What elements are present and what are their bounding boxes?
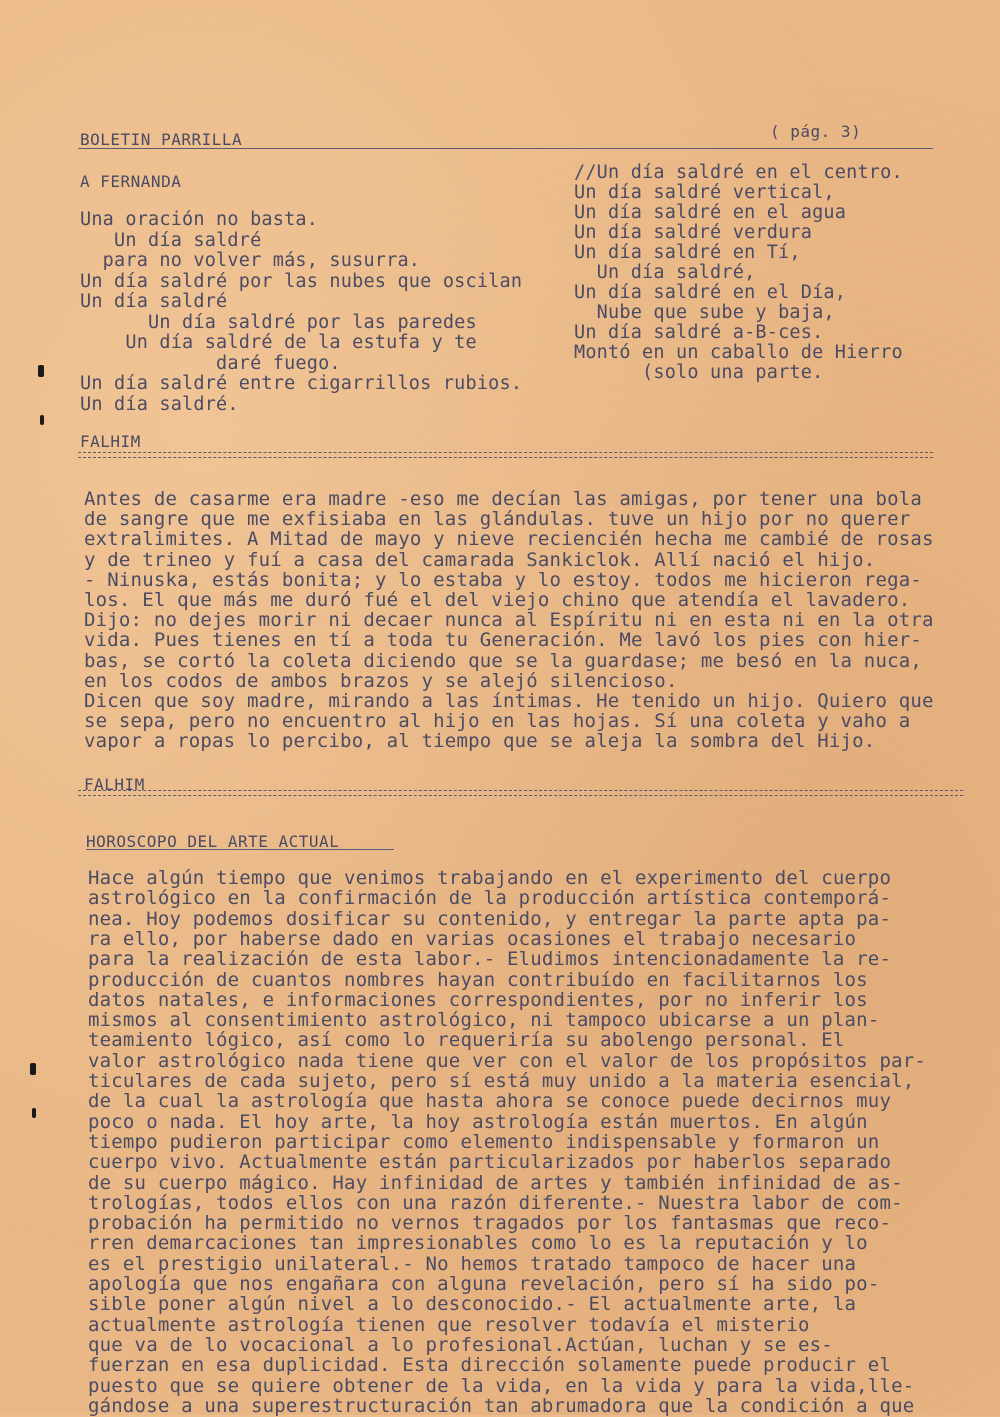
article-line: para la realización de esta labor.- Eludimos intencionadamente la re- [88,948,892,971]
prose-line: Antes de casarme era madre -eso me decían las amigas, por tener una bola [84,488,923,510]
article-line: de su cuerpo mágico. Hay infinidad de artes y también infinidad de as- [88,1171,903,1194]
poem-right-line: Un día saldré a-B-ces. [574,322,824,343]
article-line: poco o nada. El hoy arte, la hoy astrología están muertos. En algún [88,1110,868,1133]
article-line: cuerpo vivo. Actualmente están particularizados por haberlos separado [88,1151,892,1174]
header-rule [78,148,933,149]
article-title: HOROSCOPO DEL ARTE ACTUAL [86,832,340,851]
article-line: mismos al consentimiento astrológico, ni tampoco ubicarse a un plan- [88,1009,880,1032]
poem-right-line: Montó en un caballo de Hierro [574,342,903,363]
poem-right-line: Nube que sube y baja, [574,302,835,323]
poem-left-line: Un día saldré por las nubes que oscilan [80,270,523,292]
poem-left-line: Un día saldré por las paredes [80,311,477,333]
article-line: gándose a una superestructuración tan abrumadora que la condición a que [88,1394,915,1417]
article-title-underline [86,849,394,850]
poem-right-line: Un día saldré verdura [574,222,813,243]
poem-right-line: Un día saldré en el agua [574,202,847,223]
poem-left-line: Un día saldré [80,291,228,312]
prose-line: y de trineo y fuí a casa del camarada Sankiclok. Allí nació el hijo. [84,548,876,571]
ink-mark [32,1108,36,1118]
prose-line: Dijo: no dejes morir ni decaer nunca al Espíritu ni en esta ni en la otra [84,609,934,632]
poem-left-line: para no volver más, susurra. [80,250,421,271]
article-line: fuerzan en esa duplicidad. Esta dirección solamente puede producir el [88,1354,892,1377]
poem-left-line: Un día saldré [80,229,262,251]
ink-mark [40,415,44,425]
ink-mark [38,365,44,377]
prose-line: bas, se cortó la coleta diciendo que se la guardase; me besó en la nuca, [84,649,923,672]
article-line: valor astrológico nada tiene que ver con el valor de los propósitos par- [88,1049,927,1072]
poem-right-line: Un día saldré en el Día, [574,282,847,303]
poem-right-line: //Un día saldré en el centro. [574,162,903,183]
article-line: actualmente astrología tienen que resolver todavía el misterio [88,1313,810,1336]
section-divider-2 [78,790,963,796]
poem-left-line: daré fuego. [80,352,341,374]
poem-right-line: Un día saldré, [574,262,756,283]
prose-line: vida. Pues tienes en tí a toda tu Generación. Me lavó los pies con hier- [84,629,923,652]
prose-signature: FALHIM [84,775,145,794]
ink-mark [30,1063,36,1075]
article-line: probación ha permitido no vernos tragados por los fantasmas que reco- [88,1212,892,1235]
bulletin-title: BOLETIN PARRILLA [80,130,243,149]
poem-right-line: Un día saldré en Tí, [574,242,801,263]
article-line: es el prestigio unilateral.- No hemos tratado tampoco de hacer una [88,1252,857,1275]
poem-signature: FALHIM [80,432,141,451]
poem-left-line: Un día saldré entre cigarrillos rubios. [80,373,523,394]
article-line: datos natales, e informaciones correspondientes, por no inferir los [88,988,868,1011]
article-line: puesto que se quiere obtener de la vida, en la vida y para la vida,lle- [88,1374,915,1397]
poem-left-line: Una oración no basta. [80,209,319,230]
prose-line: de sangre que me exfisiaba en las glándulas. tuve un hijo por no querer [84,508,911,531]
article-line: sible poner algún nivel a lo desconocido.- El actualmente arte, la [88,1293,857,1316]
prose-line: extralimites. A Mitad de mayo y nieve reciencién hecha me cambié de rosas [84,528,934,551]
article-line: Hace algún tiempo que venimos trabajando en el experimento del cuerpo [88,867,892,889]
article-line: tiempo pudieron participar como elemento indispensable y formaron un [88,1130,880,1153]
article-line: apología que nos engañara con alguna revelación, pero sí ha sido po- [88,1273,880,1295]
article-line: ra ello, por haberse dado en varias ocasiones el trabajo necesario [88,927,857,950]
poem-left-title: A FERNANDA [80,172,182,191]
article-line: de la cual la astrología que hasta ahora se conoce puede decirnos muy [88,1090,892,1113]
poem-left-line: Un día saldré. [80,393,239,415]
prose-line: los. El que más me duró fué el del viejo chino que atendía el lavadero. [84,589,911,611]
poem-right-line: (solo una parte. [574,362,824,383]
prose-line: Dicen que soy madre, mirando a las íntimas. He tenido un hijo. Quiero que [84,690,934,712]
article-line: rren demarcaciones tan impresionables como lo es la reputación y lo [88,1232,868,1255]
article-line: trologías, todos ellos con una razón diferente.- Nuestra labor de com- [88,1191,903,1214]
poem-left-line: Un día saldré de la estufa y te [80,332,477,353]
article-line: nea. Hoy podemos dosificar su contenido, y entregar la parte apta pa- [88,907,892,930]
article-line: astrológico en la confirmación de la producción artística contemporá- [88,887,892,910]
page-number: ( pág. 3) [770,122,862,141]
prose-line: en los codos de ambos brazos y se alejó silencioso. [84,669,678,692]
article-line: teamiento lógico, así como lo requeriría su abolengo personal. El [88,1029,845,1052]
article-line: ticulares de cada sujeto, pero sí está muy unido a la materia esencial, [88,1070,915,1092]
article-line: producción de cuantos nombres hayan contribuído en facilitarnos los [88,968,868,991]
section-divider-1 [78,452,933,458]
poem-right-line: Un día saldré vertical, [574,182,835,203]
prose-line: se sepa, pero no encuentro al hijo en las hojas. Sí una coleta y vaho a [84,710,911,733]
prose-line: vapor a ropas lo percibo, al tiempo que se aleja la sombra del Hijo. [84,730,876,753]
prose-line: - Ninuska, estás bonita; y lo estaba y lo estoy. todos me hicieron rega- [84,568,923,591]
article-line: que va de lo vocacional a lo profesional.Actúan, luchan y se es- [88,1333,833,1356]
